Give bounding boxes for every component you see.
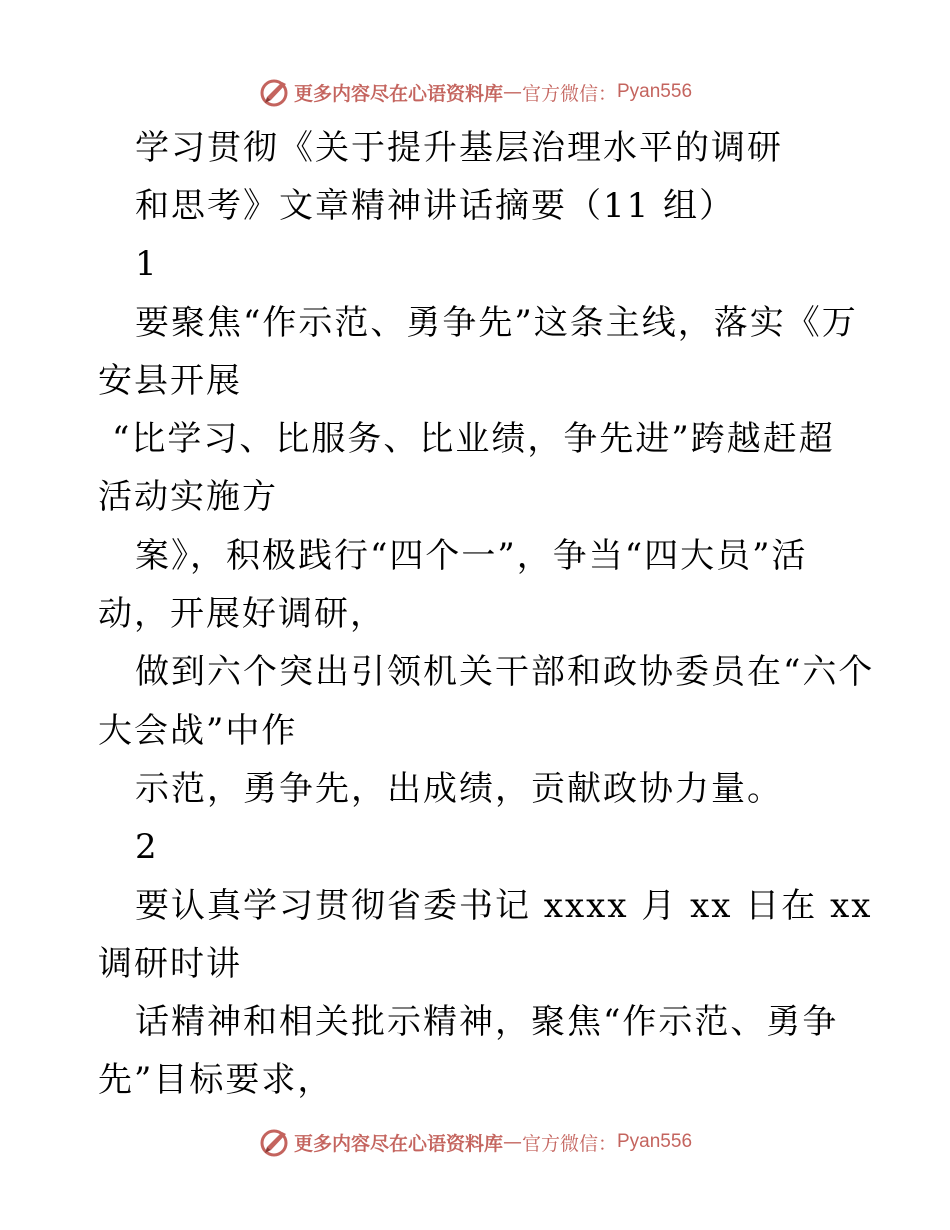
watermark-wechat-label: 官方微信： — [521, 1132, 617, 1155]
paragraph-line: 大会战”中作 — [98, 711, 298, 751]
section-number: 2 — [135, 827, 159, 867]
watermark-wechat-id: Pyan556 — [617, 81, 693, 102]
watermark-separator: — — [502, 81, 522, 103]
paragraph-line: 示范，勇争先，出成绩，贡献政协力量。 — [135, 769, 783, 809]
paragraph-line: 话精神和相关批示精神，聚焦“作示范、勇争 — [135, 1002, 839, 1042]
document-title-line-2: 和思考》文章精神讲话摘要（11 组） — [135, 186, 736, 226]
paragraph-line: 案》，积极践行“四个一”，争当“四大员”活 — [135, 536, 808, 576]
pen-logo-icon — [258, 1125, 292, 1159]
watermark-wechat-label: 官方微信： — [521, 82, 617, 105]
paragraph-line: “比学习、比服务、比业绩，争先进”跨越赶超 — [112, 419, 835, 459]
paragraph-line: 调研时讲 — [98, 944, 242, 984]
paragraph-line: 要认真学习贯彻省委书记 xxxx 月 xx 日在 xx — [135, 886, 873, 926]
paragraph-line: 活动实施方 — [98, 477, 278, 517]
paragraph-line: 做到六个突出引领机关干部和政协委员在“六个 — [135, 652, 875, 692]
paragraph-line: 安县开展 — [98, 361, 242, 401]
watermark-wechat-id: Pyan556 — [617, 1131, 693, 1152]
paragraph-line: 要聚焦“作示范、勇争先”这条主线，落实《万 — [135, 303, 858, 343]
paragraph-line: 动，开展好调研， — [98, 594, 386, 634]
paragraph-line: 先”目标要求， — [98, 1060, 334, 1100]
watermark-separator: — — [502, 1131, 522, 1153]
watermark-text: 更多内容尽在心语资料库 — [293, 1132, 503, 1155]
section-number: 1 — [135, 244, 159, 284]
watermark-text: 更多内容尽在心语资料库 — [293, 82, 503, 105]
watermark-footer — [0, 1122, 950, 1162]
document-title-line-1: 学习贯彻《关于提升基层治理水平的调研 — [135, 128, 783, 168]
